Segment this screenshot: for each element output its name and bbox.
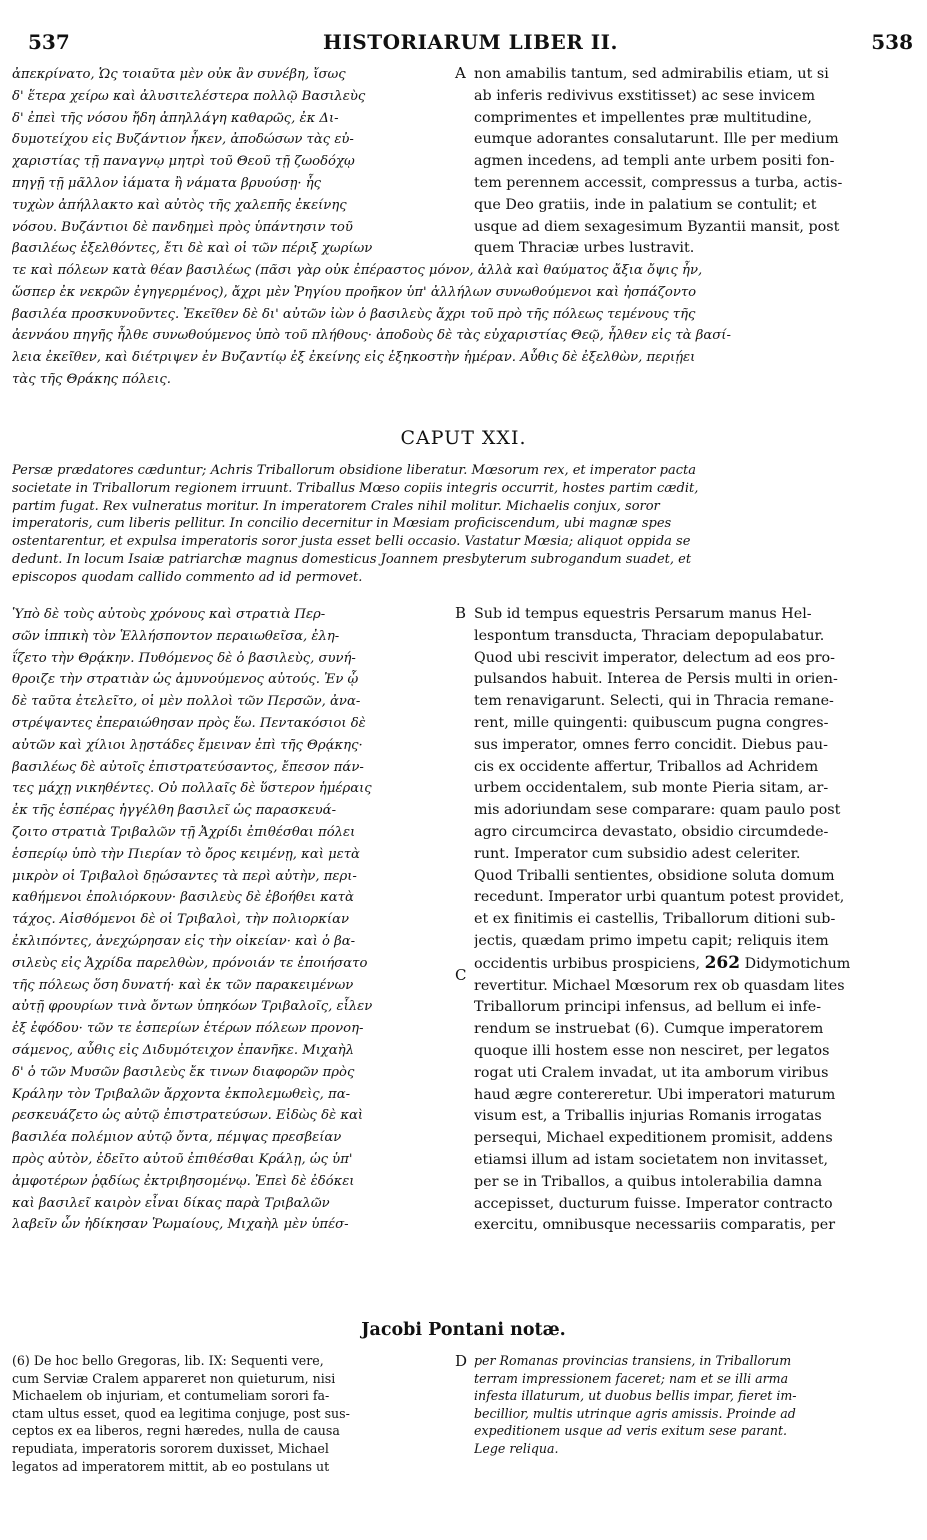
note-line: ctam ultus esset, quod ea legitima conjuge, post sus-	[12, 1405, 350, 1421]
text-line: δὲ ταῦτα ἐτελεῖτο, οἱ μὲν πολλοὶ τῶν Περσῶν, ἀνα-	[12, 694, 361, 710]
line-text: rent, mille quingenti: quibuscum pugna congres-	[474, 714, 829, 731]
text-line	[474, 1085, 912, 1107]
text-line: βασιλέως δὲ αὐτοῖς ἐπιστρατεύσαντος, ἔπεσον πάν-	[12, 759, 364, 775]
margin-letter-c: C	[455, 966, 467, 984]
main-greek-column	[12, 604, 450, 1264]
top-greek-column	[12, 64, 450, 264]
note-line: infesta illaturum, ut duobus bellis impar, fieret im-	[474, 1388, 797, 1404]
text-line	[474, 1150, 912, 1172]
summary-line: societate in Triballorum regionem irruunt. Triballus Mœso copiis integris occurrit, hostes partim cædit,	[12, 480, 699, 496]
text-line: comprimentes et impellentes præ multitudine,	[474, 109, 812, 126]
text-line: τε καὶ πόλεων κατὰ θέαν βασιλέως (πᾶσι γὰρ οὐκ ἐπέραστος μόνον, ἀλλὰ καὶ θαύματος ἄξια ὄψις ἦν,	[12, 263, 703, 278]
text-line	[474, 1019, 912, 1041]
text-line: σάμενος, αὖθις εἰς Διδυμότειχον ἐπανῆκε. Μιχαὴλ	[12, 1042, 355, 1058]
page-number-left: 537	[28, 30, 70, 54]
summary-line: dedunt. In locum Isaiæ patriarchæ magnus domesticus Joannem presbyterum subrogandum suadet, et	[12, 551, 692, 567]
greek-continuation	[12, 260, 912, 400]
text-line: πηγῇ τῇ μᾶλλον ἰάματα ἢ νάματα βρυούσῃ· ἧς	[12, 175, 322, 191]
text-line	[474, 1106, 912, 1128]
line-text: Sub id tempus equestris Persarum manus Hel-	[474, 606, 812, 622]
line-text: rendum se instruebat (6). Cumque imperatorem	[474, 1021, 824, 1038]
text-line: non amabilis tantum, sed admirabilis etiam, ut si	[474, 66, 829, 82]
running-title: HISTORIARUM LIBER II.	[323, 30, 618, 54]
text-line: βασιλέα προσκυνοῦντες. Ἐκεῖθεν δὲ δι' αὐτῶν ἰὼν ὁ βασιλεὺς ἄχρι τοῦ πρὸ τῆς πόλεως τεμένους τῆς	[12, 306, 696, 322]
text-line: ab inferis redivivus exstitisset) ac sese invicem	[474, 87, 816, 104]
text-line: τὰς τῆς Θράκης πόλεις.	[12, 371, 171, 387]
text-line: καθήμενοι ἐπολιόρκουν· βασιλεὺς δὲ ἐβοήθει κατὰ	[12, 890, 354, 906]
line-text: haud ægre contereretur. Ubi imperatori maturum	[474, 1086, 836, 1103]
text-line: ἐκ τῆς ἑσπέρας ἠγγέλθη βασιλεῖ ὡς παρασκευά-	[12, 803, 337, 819]
text-line: τες μάχῃ νικηθέντες. Οὐ πολλαῖς δὲ ὕστερον ἡμέραις	[12, 781, 372, 797]
text-line: λαβεῖν ὧν ἠδίκησαν Ῥωμαίους, Μιχαὴλ μὲν ὑπέσ-	[12, 1217, 349, 1233]
text-line: σιλεὺς εἰς Ἀχρίδα παρελθὼν, πρόνοιάν τε ἐποιήσατο	[12, 955, 368, 971]
summary-line: ostentarentur, et expulsa imperatoris soror justa esset belli occasio. Vastatur Mœsia; aliquot oppida se	[12, 534, 691, 550]
line-text: pulsandos habuit. Interea de Persis multi in orien-	[474, 671, 838, 688]
text-line	[474, 1194, 912, 1216]
text-line	[474, 866, 912, 888]
line-text: per se in Triballos, a quibus intolerabilia damna	[474, 1173, 823, 1190]
text-line	[474, 822, 912, 844]
text-line: βασιλέα πολέμιον αὐτῷ ὄντα, πέμψας πρεσβείαν	[12, 1130, 342, 1146]
margin-letter-d: D	[455, 1352, 468, 1370]
text-line	[474, 909, 912, 931]
text-line: ζοιτο στρατιὰ Τριβαλῶν τῇ Ἀχρίδι ἐπιθέσθαι πόλει	[12, 824, 356, 840]
text-line	[474, 1172, 912, 1194]
line-text: Triballorum principi infensus, ad bellum ei infe-	[474, 999, 822, 1016]
text-line	[474, 757, 912, 779]
text-line: eumque adorantes consalutarunt. Ille per medium	[474, 131, 839, 148]
line-text: cis ex occidente affertur, Triballos ad Achridem	[474, 758, 819, 775]
notes-left-column	[12, 1352, 450, 1482]
text-line	[474, 953, 912, 976]
text-line: que Deo gratiis, inde in palatium se contulit; et	[474, 196, 817, 213]
text-line	[474, 997, 912, 1019]
text-line	[474, 735, 912, 757]
line-text: lespontum transducta, Thraciam depopulabatur.	[474, 627, 825, 644]
summary-line: partim fugat. Rex vulneratus moritur. In imperatorem Crales nihil molitur. Michaelis conjux, soror	[12, 498, 660, 514]
text-line	[474, 976, 912, 998]
line-text: jectis, quædam primo impetu capit; reliquis item	[474, 932, 829, 949]
line-text: tem renavigarunt. Selecti, qui in Thracia remane-	[474, 693, 834, 710]
note-line: legatos ad imperatorem mittit, ab eo postulans ut	[12, 1458, 330, 1474]
line-text: accepisset, ducturum fuisse. Imperator contracto	[474, 1195, 833, 1212]
summary-line: imperatoris, cum liberis pellitur. In concilio decernitur in Mœsiam proficiscendum, ubi magnæ spes	[12, 516, 672, 532]
text-line: πρὸς αὐτὸν, ἐδεῖτο αὐτοῦ ἐπιθέσθαι Κράλῃ, ὡς ὑπ'	[12, 1151, 353, 1167]
text-line	[474, 669, 912, 691]
text-line	[474, 713, 912, 735]
text-line	[474, 1041, 912, 1063]
text-line	[474, 1063, 912, 1085]
line-text: Quod Triballi sentientes, obsidione soluta domum	[474, 867, 835, 884]
text-line: καὶ βασιλεῖ καιρὸν εἶναι δίκας παρὰ Τριβαλῶν	[12, 1195, 330, 1211]
note-line: ceptos ex ea liberos, regni hæredes, nulla de causa	[12, 1423, 340, 1439]
text-line: βασιλέως ἐξελθόντες, ἔτι δὲ καὶ οἱ τῶν πέριξ χωρίων	[12, 241, 373, 257]
line-text: rogat uti Cralem invadat, ut ita amborum viribus	[474, 1064, 829, 1081]
line-text: mis adoriundam sese comparare: quam paulo post	[474, 802, 841, 819]
line-text: agro circumcirca devastato, obsidio circumdede-	[474, 823, 829, 840]
text-line: ὥσπερ ἐκ νεκρῶν ἐγηγερμένος), ἄχρι μὲν Ῥηγίου προῆκον ὑπ' ἀλλήλων συνωθούμενοι καὶ ἠσπάζοντο	[12, 284, 697, 300]
line-text: persequi, Michael expeditionem promisit, addens	[474, 1130, 833, 1147]
text-line: ἀπεκρίνατο, Ὡς τοιαῦτα μὲν οὐκ ἂν συνέβη, ἴσως	[12, 67, 346, 82]
summary-line: Persæ prædatores cæduntur; Achris Triballorum obsidione liberatur. Mœsorum rex, et imperator pacta	[12, 463, 696, 478]
text-line: ΐζετο τὴν Θρᾴκην. Πυθόμενος δὲ ὁ βασιλεὺς, συνή-	[12, 650, 356, 666]
text-line	[474, 1215, 912, 1237]
text-line: ἀμφοτέρων ῥᾳδίως ἐκτριβησομένῳ. Ἐπεὶ δὲ ἐδόκει	[12, 1173, 355, 1189]
text-line	[474, 626, 912, 648]
note-line: per Romanas provincias transiens, in Triballorum	[474, 1353, 792, 1368]
text-line: δυμοτείχου εἰς Βυζάντιον ἧκεν, ἀποδώσων τὰς εὐ-	[12, 132, 354, 148]
text-line: quem Thraciæ urbes lustravit.	[474, 240, 695, 257]
text-line: μικρὸν οἱ Τριβαλοὶ δῃώσαντες τὰ περὶ αὐτὴν, περι-	[12, 868, 357, 884]
text-line: ἐκλιπόντες, ἀνεχώρησαν εἰς τὴν οἰκείαν· καὶ ὁ βα-	[12, 933, 356, 949]
line-text: exercitu, omnibusque necessariis comparatis, per	[474, 1217, 836, 1234]
line-text: recedunt. Imperator urbi quantum potest providet,	[474, 889, 845, 906]
line-text: urbem occidentalem, sub monte Pieria sitam, ar-	[474, 780, 829, 797]
line-text: quoque illi hostem esse non nesciret, per legatos	[474, 1042, 830, 1059]
text-line: ἐξ ἐφόδου· τῶν τε ἑσπερίων ἑτέρων πόλεων προνοη-	[12, 1021, 364, 1037]
text-line: Κράλην τὸν Τριβαλῶν ἄρχοντα ἐκπολεμωθεὶς, πα-	[12, 1086, 351, 1102]
line-text: revertitur. Michael Mœsorum rex ob quasdam lites	[474, 977, 845, 994]
text-line	[474, 1128, 912, 1150]
running-header	[28, 30, 913, 58]
text-line: ἑσπερίῳ ὑπὸ τὴν Πιερίαν τὸ ὄρος κειμένῃ, καὶ μετὰ	[12, 846, 360, 862]
line-text: visum est, a Triballis injurias Romanis irrogatas	[474, 1108, 822, 1125]
top-latin-column	[474, 64, 912, 264]
text-line: Ὑπὸ δὲ τοὺς αὐτοὺς χρόνους καὶ στρατιὰ Περ-	[12, 607, 326, 622]
text-line: τῆς πόλεως ὅση δυνατή· καὶ ἐκ τῶν παρακειμένων	[12, 977, 354, 993]
text-line: τυχὼν ἀπήλλακτο καὶ αὐτὸς τῆς χαλεπῆς ἐκείνης	[12, 197, 347, 213]
text-line: στρέψαντες ἐπεραιώθησαν πρὸς ἕω. Πεντακόσιοι δὲ	[12, 715, 366, 731]
text-line	[474, 931, 912, 953]
line-text: occidentis urbibus prospiciens,	[474, 955, 701, 972]
inline-page-number: 262	[704, 952, 741, 973]
text-line: αὐτῇ φρουρίων τινὰ ὄντων ὑπηκόων Τριβαλοῖς, εἷλεν	[12, 999, 373, 1015]
note-line: (6) De hoc bello Gregoras, lib. IX: Sequenti vere,	[12, 1353, 324, 1368]
text-line: νόσου. Βυζάντιοι δὲ πανδημεὶ πρὸς ὑπάντησιν τοῦ	[12, 219, 353, 235]
text-line: θροιζε τὴν στρατιὰν ὡς ἀμυνούμενος αὐτούς. Ἐν ᾧ	[12, 672, 359, 688]
text-line: αὐτῶν καὶ χίλιοι λῃστάδες ἔμειναν ἐπὶ τῆς Θρᾴκης·	[12, 737, 363, 753]
text-line	[474, 691, 912, 713]
note-line: terram impressionem faceret; nam et se illi arma	[474, 1370, 789, 1386]
text-line: tem perennem accessit, compressus a turba, actis-	[474, 174, 843, 191]
note-line: Lege reliqua.	[474, 1440, 559, 1456]
note-line: becillior, multis utrinque agris amissis. Proinde ad	[474, 1405, 796, 1421]
text-line: ἀεννάου πηγῆς ἦλθε συνωθούμενος ὑπὸ τοῦ πλήθους· ἀποδοὺς δὲ τὰς εὐχαριστίας Θεῷ, ἦλθεν εἰς τὰ βασί-	[12, 328, 731, 344]
text-line	[474, 800, 912, 822]
chapter-title: CAPUT XXI.	[400, 427, 527, 449]
line-text: Quod ubi rescivit imperator, delectum ad eos pro-	[474, 649, 835, 666]
text-line: σῶν ἱππικὴ τὸν Ἑλλήσποντον περαιωθεῖσα, ἐλη-	[12, 628, 340, 644]
page-number-right: 538	[871, 30, 913, 54]
text-line: δ' ὁ τῶν Μυσῶν βασιλεὺς ἔκ τινων διαφορῶν πρὸς	[12, 1064, 355, 1080]
text-line: agmen incedens, ad templi ante urbem positi fon-	[474, 153, 835, 170]
margin-letter-a: A	[455, 64, 466, 82]
text-line: τάχος. Αἰσθόμενοι δὲ οἱ Τριβαλοὶ, τὴν πολιορκίαν	[12, 912, 350, 928]
note-line: expeditionem usque ad veris exitum sese parant.	[474, 1423, 788, 1439]
text-line: ρεσκευάζετο ὡς αὐτῷ ἐπιστρατεύσων. Εἰδὼς δὲ καὶ	[12, 1108, 364, 1124]
line-text: runt. Imperator cum subsidio adest celeriter.	[474, 845, 801, 862]
text-line: δ' ἕτερα χείρω καὶ ἀλυσιτελέστερα πολλῷ Βασιλεὺς	[12, 88, 366, 104]
line-text: Didymotichum	[744, 955, 851, 972]
line-text: sus imperator, omnes ferro concidit. Diebus pau-	[474, 736, 828, 753]
chapter-summary	[12, 462, 912, 592]
text-line: usque ad diem sexagesimum Byzantii mansit, post	[474, 218, 840, 235]
note-line: repudiata, imperatoris sororem duxisset, Michael	[12, 1440, 329, 1456]
main-latin-column	[474, 604, 912, 1264]
text-line: λεια ἐκεῖθεν, καὶ διέτριψεν ἐν Βυζαντίῳ ἐξ ἐκείνης εἰς ἑξηκοστὴν ἡμέραν. Αὖθις δὲ ἐξελθὼν, περιῄει	[12, 350, 696, 366]
text-line	[474, 648, 912, 670]
note-line: Michaelem ob injuriam, et contumeliam sorori fa-	[12, 1388, 330, 1404]
notes-title: Jacobi Pontani notæ.	[361, 1320, 566, 1340]
notes-right-column	[474, 1352, 912, 1482]
note-line: cum Serviæ Cralem appareret non quieturum, nisi	[12, 1370, 336, 1386]
line-text: etiamsi illum ad istam societatem non invitasset,	[474, 1151, 829, 1168]
text-line	[474, 604, 912, 626]
line-text: et ex finitimis ei castellis, Triballorum ditioni sub-	[474, 911, 836, 928]
text-line: δ' ἐπεὶ τῆς νόσου ἤδη ἀπηλλάγη καθαρῶς, ἐκ Δι-	[12, 110, 339, 126]
margin-letter-b: B	[455, 604, 467, 622]
summary-line: episcopos quodam callido commento ad id permovet.	[12, 569, 363, 585]
text-line	[474, 778, 912, 800]
text-line	[474, 844, 912, 866]
text-line	[474, 887, 912, 909]
text-line: χαριστίας τῇ παναγνῳ μητρὶ τοῦ Θεοῦ τῇ ζωοδόχῳ	[12, 154, 355, 170]
